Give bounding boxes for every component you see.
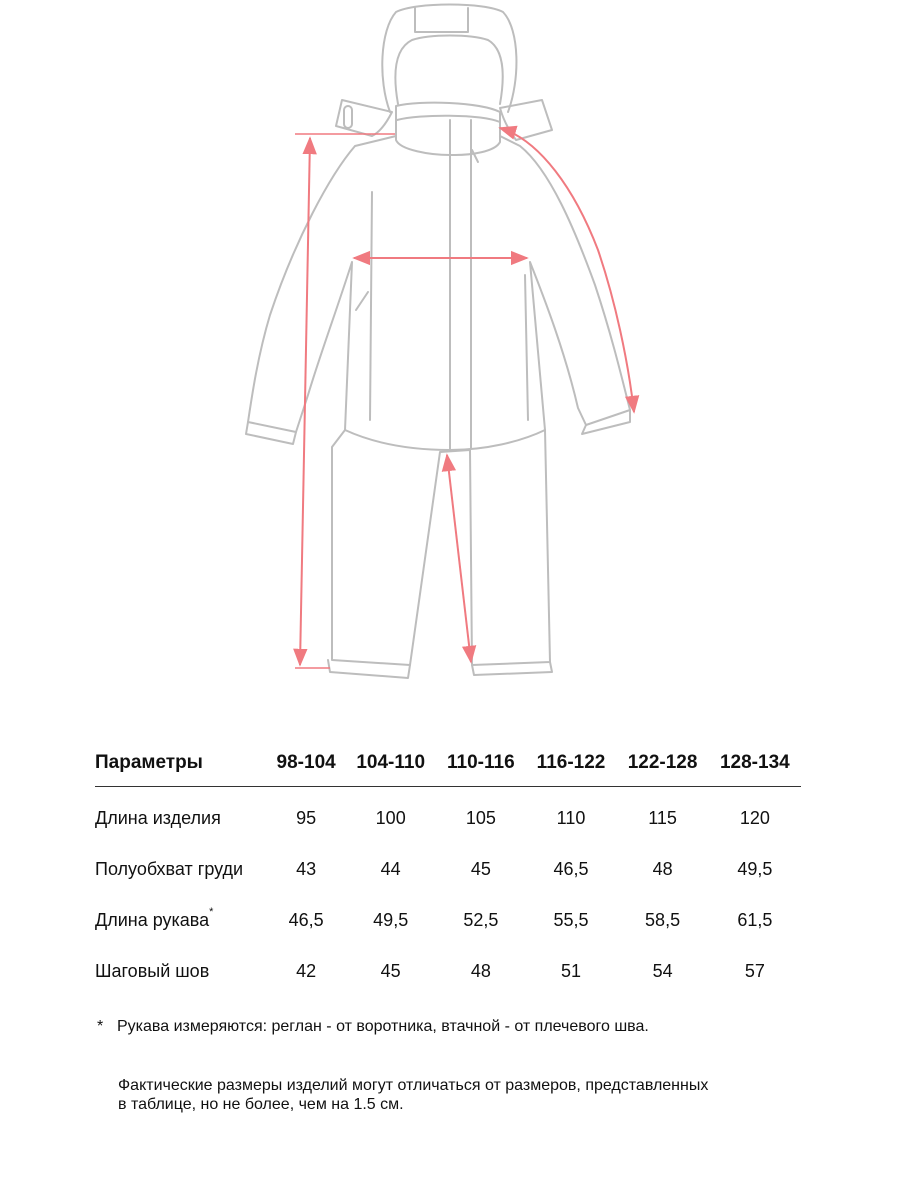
hood-tab-right xyxy=(500,100,552,140)
table-row xyxy=(95,787,801,845)
table-header-row xyxy=(95,740,801,787)
hood-inner-line xyxy=(395,36,502,105)
disclaimer xyxy=(118,1076,818,1114)
table-cell: 46,5 xyxy=(288,910,324,930)
hood-tab-left-slot xyxy=(344,106,352,128)
side-seam-right xyxy=(525,275,528,420)
table-cell: 61,5 xyxy=(737,910,773,930)
cuff-left xyxy=(246,422,296,444)
inseam-arrow xyxy=(447,455,471,662)
row-label xyxy=(95,787,267,845)
header-size: 128-134 xyxy=(709,740,801,787)
pocket-left xyxy=(356,292,368,310)
disclaimer-line: в таблице, но не более, чем на 1.5 см. xyxy=(118,1096,404,1113)
table-cell: 49,5 xyxy=(737,859,773,879)
row-label xyxy=(95,844,267,895)
waist-seam xyxy=(345,430,545,450)
footnote-star: * xyxy=(97,1018,104,1035)
row-label xyxy=(95,895,267,946)
footnote-mark: * xyxy=(209,906,214,918)
table-cell: 115 xyxy=(648,808,677,828)
table-cell: 45 xyxy=(470,859,491,879)
hood-shape xyxy=(382,5,516,113)
table-cell: 57 xyxy=(744,961,765,981)
row-label xyxy=(95,946,267,997)
table-cell: 45 xyxy=(380,961,401,981)
header-parameters: Параметры xyxy=(95,740,267,787)
table-cell: 95 xyxy=(296,808,317,828)
table-cell: 100 xyxy=(375,808,406,828)
length-arrow xyxy=(300,138,310,665)
row-label-text: Длина изделия xyxy=(95,808,221,828)
table-row xyxy=(95,844,801,895)
header-size: 116-122 xyxy=(526,740,617,787)
table-row xyxy=(95,946,801,997)
size-table xyxy=(95,740,801,997)
row-label-text: Шаговый шов xyxy=(95,961,210,981)
table-cell: 55,5 xyxy=(553,910,589,930)
table-cell: 54 xyxy=(652,961,673,981)
hood-brim xyxy=(415,8,468,32)
header-size: 104-110 xyxy=(345,740,436,787)
row-label-text: Полуобхват груди xyxy=(95,859,244,879)
table-cell: 48 xyxy=(652,859,673,879)
zipper-pull xyxy=(472,150,478,162)
table-cell: 120 xyxy=(739,808,770,828)
row-label-text: Длина рукава xyxy=(95,910,210,930)
table-cell: 52,5 xyxy=(463,910,499,930)
header-size: 122-128 xyxy=(616,740,708,787)
header-size: 110-116 xyxy=(436,740,525,787)
side-seam-left xyxy=(370,192,372,420)
footnote xyxy=(97,1018,649,1036)
disclaimer-line: Фактические размеры изделий могут отличаться от размеров, представленных xyxy=(118,1077,709,1094)
table-cell: 105 xyxy=(465,808,496,828)
table-cell: 43 xyxy=(296,859,317,879)
zipper-line xyxy=(450,120,471,450)
table-cell: 46,5 xyxy=(553,859,589,879)
table-cell: 51 xyxy=(561,961,582,981)
collar xyxy=(396,103,500,155)
collar-top-line xyxy=(397,116,500,122)
table-cell: 44 xyxy=(380,859,401,879)
overall-outline xyxy=(246,5,630,679)
table-cell: 49,5 xyxy=(373,910,409,930)
cuff-right xyxy=(582,410,630,434)
footnote-text: Рукава измеряются: реглан - от воротника, втачной - от плечевого шва. xyxy=(117,1018,649,1035)
table-cell: 58,5 xyxy=(645,910,681,930)
table-cell: 48 xyxy=(470,961,491,981)
header-size: 98-104 xyxy=(267,740,345,787)
table-row xyxy=(95,895,801,946)
table-cell: 42 xyxy=(296,961,317,981)
table-cell: 110 xyxy=(556,808,586,828)
